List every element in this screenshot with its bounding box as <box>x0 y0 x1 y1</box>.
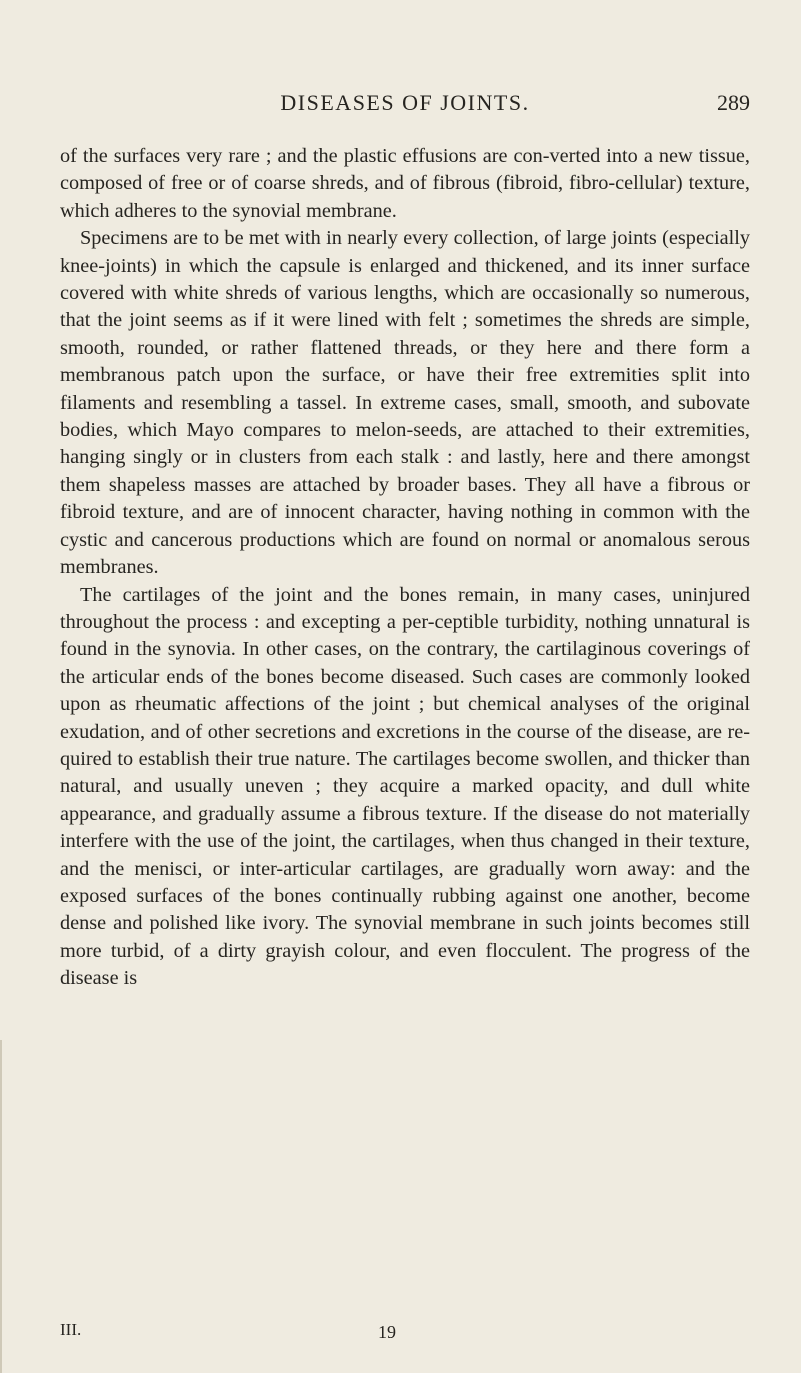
page-footer <box>60 1320 750 1346</box>
paragraph-continuation: of the surfaces very rare ; and the plastic effusions are con-verted into a new tissue, composed of free or of coarse shreds, and of fibrous (fibroid, fibro-cellular) texture, which adheres to the synovial membrane. <box>60 145 750 222</box>
running-title: DISEASES OF JOINTS. <box>280 90 530 115</box>
page-number: 289 <box>717 90 750 115</box>
page-edge-shadow <box>0 1040 2 1373</box>
sheet-number: 19 <box>378 1322 396 1342</box>
paragraph-specimens: Specimens are to be met with in nearly every collection, of large joints (especially knee-joints) in which the capsule is enlarged and thickened, and its inner surface covered with white shreds of various lengths, which are occasionally so numerous, that the joint seems as if it were lined with felt ; sometimes the shreds are simple, smooth, rounded, or rather flattened threads, or they here and there form a membranous patch upon the surface, or have their free extremities split into filaments and resembling a tassel. In extreme cases, small, smooth, and subovate bodies, which Mayo compares to melon-seeds, are attached to their extremities, hanging singly or in clusters from each stalk : and lastly, here and there amongst them shapeless masses are attached by broader bases. They all have a fibrous or fibroid texture, and are of innocent character, having nothing in common with the cystic and cancerous productions which are found on normal or anomalous serous membranes. <box>60 227 750 579</box>
body-text <box>60 143 750 993</box>
paragraph-cartilages: The cartilages of the joint and the bones remain, in many cases, uninjured throughout the process : and excepting a per-ceptible turbidity, nothing unnatural is found in the synovia. In other cases, on the contrary, the cartilaginous coverings of the articular ends of the bones become diseased. Such cases are commonly looked upon as rheumatic affections of the joint ; but chemical analyses of the original exudation, and of other secretions and excretions in the course of the disease, are re-quired to establish their true nature. The cartilages become swollen, and thicker than natural, and usually uneven ; they acquire a marked opacity, and dull white appearance, and gradually assume a fibrous texture. If the disease do not materially interfere with the use of the joint, the cartilages, when thus changed in their texture, and the menisci, or inter-articular cartilages, are gradually worn away: and the exposed surfaces of the bones continually rubbing against one another, become dense and polished like ivory. The synovial membrane in such joints becomes still more turbid, of a dirty grayish colour, and even flocculent. The progress of the disease is <box>60 583 750 990</box>
running-head <box>60 90 750 124</box>
volume-signature: III. <box>60 1320 82 1339</box>
